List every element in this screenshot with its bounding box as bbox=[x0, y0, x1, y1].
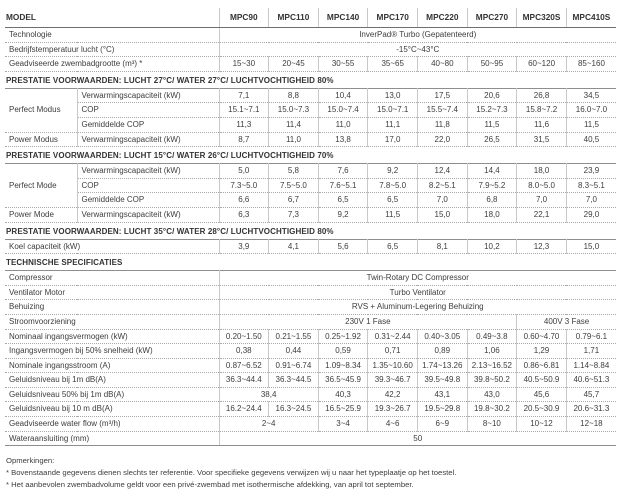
value-cell: 36.3~44.5 bbox=[269, 373, 319, 388]
value-cell: 0.49~3.8 bbox=[467, 329, 517, 344]
value-cell: 1.09~8.34 bbox=[318, 358, 368, 373]
value-cell: 7.5~5.0 bbox=[269, 178, 319, 193]
value-cell: 8,8 bbox=[269, 88, 319, 103]
table-row bbox=[5, 164, 616, 179]
value-cell: 7,3 bbox=[269, 207, 319, 222]
value-cell: 19.8~30.2 bbox=[467, 402, 517, 417]
table-row bbox=[5, 329, 616, 344]
value-cell: 18,0 bbox=[467, 207, 517, 222]
value-cell: 16.0~7.0 bbox=[566, 103, 616, 118]
value-cell: 10,2 bbox=[467, 239, 517, 254]
value-cell: 50 bbox=[219, 431, 616, 446]
value-cell: 12,4 bbox=[418, 164, 468, 179]
value-cell: 15.8~7.2 bbox=[517, 103, 567, 118]
value-cell: 14,4 bbox=[467, 164, 517, 179]
value-cell: 0.79~6.1 bbox=[566, 329, 616, 344]
table-row bbox=[5, 344, 616, 359]
cooling-table bbox=[5, 239, 616, 255]
value-cell: 40,5 bbox=[566, 132, 616, 147]
value-cell: 6,3 bbox=[219, 207, 269, 222]
value-cell: 6,5 bbox=[318, 193, 368, 208]
value-cell: 15,0 bbox=[418, 207, 468, 222]
value-cell: 11,5 bbox=[566, 117, 616, 132]
value-cell: 39.8~50.2 bbox=[467, 373, 517, 388]
value-cell: 17,5 bbox=[418, 88, 468, 103]
row-label: Geadviseerde water flow (m³/h) bbox=[5, 417, 219, 432]
section-title-performance-15: PRESTATIE VOORWAARDEN: LUCHT 15°C/ WATER 26°C/ LUCHTVOCHTIGHEID 70% bbox=[6, 151, 334, 161]
value-cell: 15.1~7.1 bbox=[219, 103, 269, 118]
value-cell: 5,8 bbox=[269, 164, 319, 179]
value-cell: 1,71 bbox=[566, 344, 616, 359]
value-cell: 42,2 bbox=[368, 387, 418, 402]
table-row bbox=[5, 402, 616, 417]
value-cell: 7.6~5.1 bbox=[318, 178, 368, 193]
value-cell: 5,6 bbox=[318, 239, 368, 254]
mode-group-label: Power Mode bbox=[5, 207, 77, 222]
row-label: Compressor bbox=[5, 271, 219, 286]
section-title-performance-35: PRESTATIE VOORWAARDEN: LUCHT 35°C/ WATER 28°C/ LUCHTVOCHTIGHEID 80% bbox=[6, 226, 334, 236]
value-cell: 8.2~5.1 bbox=[418, 178, 468, 193]
value-cell: 230V 1 Fase bbox=[219, 314, 517, 329]
value-cell: 11,8 bbox=[418, 117, 468, 132]
table-row bbox=[5, 314, 616, 329]
technical-spec-table bbox=[5, 270, 616, 446]
value-cell: 2~4 bbox=[219, 417, 318, 432]
value-cell: RVS + Aluminum-Legering Behuizing bbox=[219, 300, 616, 315]
value-cell: 12,3 bbox=[517, 239, 567, 254]
value-cell: 39.5~49.8 bbox=[417, 373, 467, 388]
model-column-header: MPC410S bbox=[566, 8, 616, 28]
value-cell: 7.8~5.0 bbox=[368, 178, 418, 193]
row-label: COP bbox=[77, 178, 219, 193]
value-cell: 19.5~29.8 bbox=[417, 402, 467, 417]
value-cell: 23,9 bbox=[566, 164, 616, 179]
value-cell: 85~160 bbox=[566, 57, 616, 72]
table-row bbox=[5, 271, 616, 286]
value-cell: 36.5~45.9 bbox=[318, 373, 368, 388]
value-cell: 2.13~16.52 bbox=[467, 358, 517, 373]
value-cell: 43,1 bbox=[417, 387, 467, 402]
value-cell: 26,5 bbox=[467, 132, 517, 147]
table-row bbox=[5, 431, 616, 446]
value-cell: 6,6 bbox=[219, 193, 269, 208]
value-cell: 11,1 bbox=[368, 117, 418, 132]
value-cell: 30~55 bbox=[318, 57, 368, 72]
value-cell: 0.60~4.70 bbox=[517, 329, 567, 344]
value-cell: -15°C~43°C bbox=[219, 42, 616, 57]
value-cell: 43,0 bbox=[467, 387, 517, 402]
value-cell: 22,0 bbox=[418, 132, 468, 147]
model-header-label: MODEL bbox=[5, 8, 219, 28]
model-column-header: MPC90 bbox=[219, 8, 269, 28]
value-cell: 11,5 bbox=[368, 207, 418, 222]
value-cell: 4,1 bbox=[269, 239, 319, 254]
value-cell: 11,3 bbox=[219, 117, 269, 132]
section-title-performance-27: PRESTATIE VOORWAARDEN: LUCHT 27°C/ WATER 27°C/ LUCHTVOCHTIGHEID 80% bbox=[6, 75, 334, 85]
value-cell: 6~9 bbox=[417, 417, 467, 432]
value-cell: 15,0 bbox=[566, 239, 616, 254]
value-cell: 7,0 bbox=[418, 193, 468, 208]
row-label: Geluidsniveau bij 10 m dB(A) bbox=[5, 402, 219, 417]
value-cell: 31,5 bbox=[517, 132, 567, 147]
table-row bbox=[5, 57, 616, 72]
table-row bbox=[5, 178, 616, 193]
row-label: Wateraansluiting (mm) bbox=[5, 431, 219, 446]
value-cell: 1,06 bbox=[467, 344, 517, 359]
row-label: Verwarmingscapaciteit (kW) bbox=[77, 207, 219, 222]
row-label: Gemiddelde COP bbox=[77, 117, 219, 132]
row-label: Bedrijfstemperatuur lucht (°C) bbox=[5, 42, 219, 57]
value-cell: 11,0 bbox=[318, 117, 368, 132]
value-cell: 1.35~10.60 bbox=[368, 358, 418, 373]
table-row bbox=[5, 193, 616, 208]
table-row bbox=[5, 239, 616, 254]
value-cell: 7.3~5.0 bbox=[219, 178, 269, 193]
mode-group-label: Perfect Modus bbox=[5, 88, 77, 132]
table-row bbox=[5, 300, 616, 315]
value-cell: 20,6 bbox=[467, 88, 517, 103]
model-column-header: MPC320S bbox=[517, 8, 567, 28]
value-cell: 0,71 bbox=[368, 344, 418, 359]
table-row bbox=[5, 358, 616, 373]
value-cell: 40.6~51.3 bbox=[566, 373, 616, 388]
value-cell: 40,3 bbox=[318, 387, 368, 402]
value-cell: 16.2~24.4 bbox=[219, 402, 269, 417]
value-cell: 26,8 bbox=[517, 88, 567, 103]
value-cell: InverPad® Turbo (Gepatenteerd) bbox=[219, 28, 616, 43]
footnotes bbox=[5, 455, 616, 491]
row-label: Geluidsniveau bij 1m dB(A) bbox=[5, 373, 219, 388]
value-cell: 0,44 bbox=[269, 344, 319, 359]
value-cell: 15.2~7.3 bbox=[467, 103, 517, 118]
value-cell: 13,8 bbox=[318, 132, 368, 147]
value-cell: 40~80 bbox=[418, 57, 468, 72]
row-label: Ingangsvermogen bij 50% snelheid (kW) bbox=[5, 344, 219, 359]
table-header-row bbox=[5, 8, 616, 28]
row-label: Verwarmingscapaciteit (kW) bbox=[77, 164, 219, 179]
value-cell: 16.3~24.5 bbox=[269, 402, 319, 417]
row-label: Behuizing bbox=[5, 300, 219, 315]
value-cell: 13,0 bbox=[368, 88, 418, 103]
value-cell: 45,7 bbox=[566, 387, 616, 402]
row-label: Nominale ingangsstroom (A) bbox=[5, 358, 219, 373]
value-cell: 7,0 bbox=[566, 193, 616, 208]
value-cell: 9,2 bbox=[368, 164, 418, 179]
value-cell: 11,4 bbox=[269, 117, 319, 132]
value-cell: 20.5~30.9 bbox=[517, 402, 567, 417]
performance-15-table bbox=[5, 163, 616, 222]
value-cell: 0.25~1.92 bbox=[318, 329, 368, 344]
note-line: * Bovenstaande gegevens dienen slechts ter referentie. Voor specifieke gegevens verwijzen wij u naar het typeplaatje op het toestel. bbox=[6, 468, 457, 478]
value-cell: 15.0~7.1 bbox=[368, 103, 418, 118]
performance-27-table bbox=[5, 88, 616, 147]
model-column-header: MPC220 bbox=[418, 8, 468, 28]
table-row bbox=[5, 103, 616, 118]
value-cell: 20.6~31.3 bbox=[566, 402, 616, 417]
table-row bbox=[5, 207, 616, 222]
value-cell: 8.3~5.1 bbox=[566, 178, 616, 193]
table-row bbox=[5, 132, 616, 147]
row-label: Geluidsniveau 50% bij 1m dB(A) bbox=[5, 387, 219, 402]
value-cell: 10,4 bbox=[318, 88, 368, 103]
value-cell: 17,0 bbox=[368, 132, 418, 147]
value-cell: 11,5 bbox=[467, 117, 517, 132]
value-cell: 12~18 bbox=[566, 417, 616, 432]
value-cell: 20~45 bbox=[269, 57, 319, 72]
value-cell: 35~65 bbox=[368, 57, 418, 72]
value-cell: 8,7 bbox=[219, 132, 269, 147]
value-cell: Turbo Ventilator bbox=[219, 285, 616, 300]
value-cell: 15.0~7.4 bbox=[318, 103, 368, 118]
row-label: Koel capaciteit (kW) bbox=[5, 239, 219, 254]
mode-group-label: Perfect Mode bbox=[5, 164, 77, 208]
value-cell: 3~4 bbox=[318, 417, 368, 432]
value-cell: 34,5 bbox=[566, 88, 616, 103]
row-label: Gemiddelde COP bbox=[77, 193, 219, 208]
mode-group-label: Power Modus bbox=[5, 132, 77, 147]
value-cell: 45,6 bbox=[517, 387, 567, 402]
row-label: Technologie bbox=[5, 28, 219, 43]
value-cell: 8,1 bbox=[417, 239, 467, 254]
value-cell: 8.0~5.0 bbox=[517, 178, 567, 193]
row-label: Stroomvoorziening bbox=[5, 314, 219, 329]
row-label: Verwarmingscapaciteit (kW) bbox=[77, 132, 219, 147]
value-cell: 3,9 bbox=[219, 239, 269, 254]
value-cell: 6,5 bbox=[368, 193, 418, 208]
note-line: * Het aanbevolen zwembadvolume geldt voor een privé-zwembad met isothermische afdekking, van april tot september. bbox=[6, 480, 414, 490]
model-column-header: MPC270 bbox=[467, 8, 517, 28]
value-cell: 6,5 bbox=[368, 239, 418, 254]
value-cell: 0.21~1.55 bbox=[269, 329, 319, 344]
row-label: Verwarmingscapaciteit (kW) bbox=[77, 88, 219, 103]
value-cell: 0.86~6.81 bbox=[517, 358, 567, 373]
table-row bbox=[5, 373, 616, 388]
value-cell: 39.3~46.7 bbox=[368, 373, 418, 388]
value-cell: 22,1 bbox=[517, 207, 567, 222]
row-label: Ventilator Motor bbox=[5, 285, 219, 300]
model-column-header: MPC170 bbox=[368, 8, 418, 28]
value-cell: 1.14~8.84 bbox=[566, 358, 616, 373]
value-cell: 1,29 bbox=[517, 344, 567, 359]
value-cell: 38,4 bbox=[219, 387, 318, 402]
model-column-header: MPC110 bbox=[269, 8, 319, 28]
value-cell: 40.5~50.9 bbox=[517, 373, 567, 388]
value-cell: 18,0 bbox=[517, 164, 567, 179]
value-cell: 4~6 bbox=[368, 417, 418, 432]
value-cell: 0,38 bbox=[219, 344, 269, 359]
value-cell: 5,0 bbox=[219, 164, 269, 179]
model-column-header: MPC140 bbox=[318, 8, 368, 28]
value-cell: 7,6 bbox=[318, 164, 368, 179]
table-row bbox=[5, 28, 616, 43]
table-row bbox=[5, 285, 616, 300]
value-cell: 7.9~5.2 bbox=[467, 178, 517, 193]
table-row bbox=[5, 387, 616, 402]
value-cell: 15~30 bbox=[219, 57, 269, 72]
value-cell: 11,0 bbox=[269, 132, 319, 147]
value-cell: 10~12 bbox=[517, 417, 567, 432]
section-title-technical: TECHNISCHE SPECIFICATIES bbox=[6, 258, 123, 268]
value-cell: 29,0 bbox=[566, 207, 616, 222]
value-cell: 8~10 bbox=[467, 417, 517, 432]
value-cell: 36.3~44.4 bbox=[219, 373, 269, 388]
value-cell: 1.74~13.26 bbox=[417, 358, 467, 373]
value-cell: 60~120 bbox=[517, 57, 567, 72]
value-cell: 0.20~1.50 bbox=[219, 329, 269, 344]
value-cell: 400V 3 Fase bbox=[517, 314, 616, 329]
value-cell: 15.0~7.3 bbox=[269, 103, 319, 118]
value-cell: 9,2 bbox=[318, 207, 368, 222]
value-cell: 0.87~6.52 bbox=[219, 358, 269, 373]
table-row bbox=[5, 88, 616, 103]
value-cell: 0,89 bbox=[417, 344, 467, 359]
value-cell: 6,7 bbox=[269, 193, 319, 208]
value-cell: Twin-Rotary DC Compressor bbox=[219, 271, 616, 286]
value-cell: 11,6 bbox=[517, 117, 567, 132]
value-cell: 16.5~25.9 bbox=[318, 402, 368, 417]
row-label: Geadviseerde zwembadgrootte (m³) * bbox=[5, 57, 219, 72]
value-cell: 15.5~7.4 bbox=[418, 103, 468, 118]
value-cell: 19.3~26.7 bbox=[368, 402, 418, 417]
value-cell: 0.31~2.44 bbox=[368, 329, 418, 344]
value-cell: 6,8 bbox=[467, 193, 517, 208]
table-row bbox=[5, 42, 616, 57]
row-label: Nominaal ingangsvermogen (kW) bbox=[5, 329, 219, 344]
table-row bbox=[5, 417, 616, 432]
row-label: COP bbox=[77, 103, 219, 118]
notes-title: Opmerkingen: bbox=[6, 456, 55, 466]
value-cell: 7,0 bbox=[517, 193, 567, 208]
value-cell: 7,1 bbox=[219, 88, 269, 103]
general-spec-table bbox=[5, 8, 616, 72]
value-cell: 0.91~6.74 bbox=[269, 358, 319, 373]
table-row bbox=[5, 117, 616, 132]
value-cell: 0,59 bbox=[318, 344, 368, 359]
value-cell: 50~95 bbox=[467, 57, 517, 72]
value-cell: 0.40~3.05 bbox=[417, 329, 467, 344]
